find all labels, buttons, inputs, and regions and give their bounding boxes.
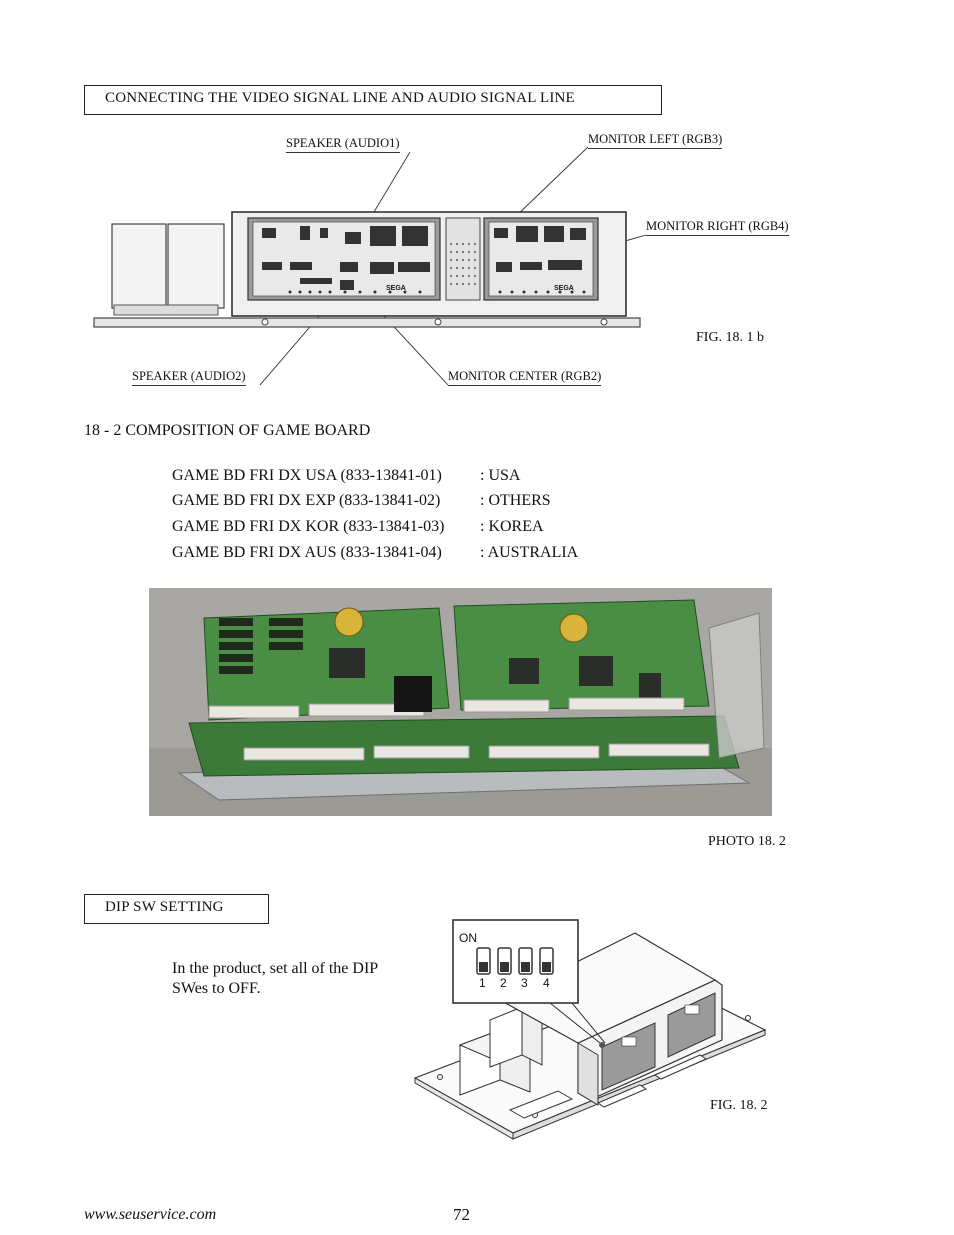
composition-heading: 18 - 2 COMPOSITION OF GAME BOARD	[84, 422, 371, 439]
board-model: GAME BD FRI DX EXP (833-13841-02)	[172, 492, 441, 509]
callout-speaker-audio2: SPEAKER (AUDIO2)	[132, 369, 246, 386]
video-audio-section-title: CONNECTING THE VIDEO SIGNAL LINE AND AUDIO SIGNAL LINE	[84, 85, 662, 115]
callout-monitor-center: MONITOR CENTER (RGB2)	[448, 369, 601, 386]
dip-switch-number: 3	[521, 976, 528, 990]
callout-speaker-audio1: SPEAKER (AUDIO1)	[286, 136, 400, 153]
dip-sw-section-title: DIP SW SETTING	[84, 894, 269, 924]
board-region: : OTHERS	[480, 492, 551, 509]
dip-on-label: ON	[459, 931, 477, 945]
board-region: : AUSTRALIA	[480, 544, 579, 561]
footer-website: www.seuservice.com	[84, 1206, 217, 1223]
board-region: : USA	[480, 467, 521, 484]
callout-monitor-right: MONITOR RIGHT (RGB4)	[646, 219, 789, 236]
board-model: GAME BD FRI DX KOR (833-13841-03)	[172, 518, 445, 535]
board-model: GAME BD FRI DX USA (833-13841-01)	[172, 467, 442, 484]
game-board-photo	[149, 588, 772, 816]
board-region: : KOREA	[480, 518, 544, 535]
figure-label-18-1b: FIG. 18. 1 b	[696, 330, 765, 345]
board-row	[172, 544, 578, 562]
board-model: GAME BD FRI DX AUS (833-13841-04)	[172, 544, 442, 561]
dip-switch-number: 2	[500, 976, 507, 990]
dip-switch-number: 1	[479, 976, 486, 990]
callout-monitor-left: MONITOR LEFT (RGB3)	[588, 132, 722, 149]
dip-instruction: In the product, set all of the DIP SWes to OFF.	[172, 960, 378, 997]
board-row	[172, 467, 520, 485]
photo-label-18-2: PHOTO 18. 2	[708, 834, 786, 849]
game-board-chassis-diagram	[0, 0, 954, 400]
page-number: 72	[453, 1205, 470, 1224]
dip-switch-number: 4	[543, 976, 550, 990]
board-row	[172, 518, 544, 536]
board-row	[172, 492, 551, 510]
board-logo-right: SEGA	[554, 285, 574, 292]
board-logo-left: SEGA	[386, 285, 406, 292]
figure-label-18-2: FIG. 18. 2	[710, 1098, 768, 1113]
